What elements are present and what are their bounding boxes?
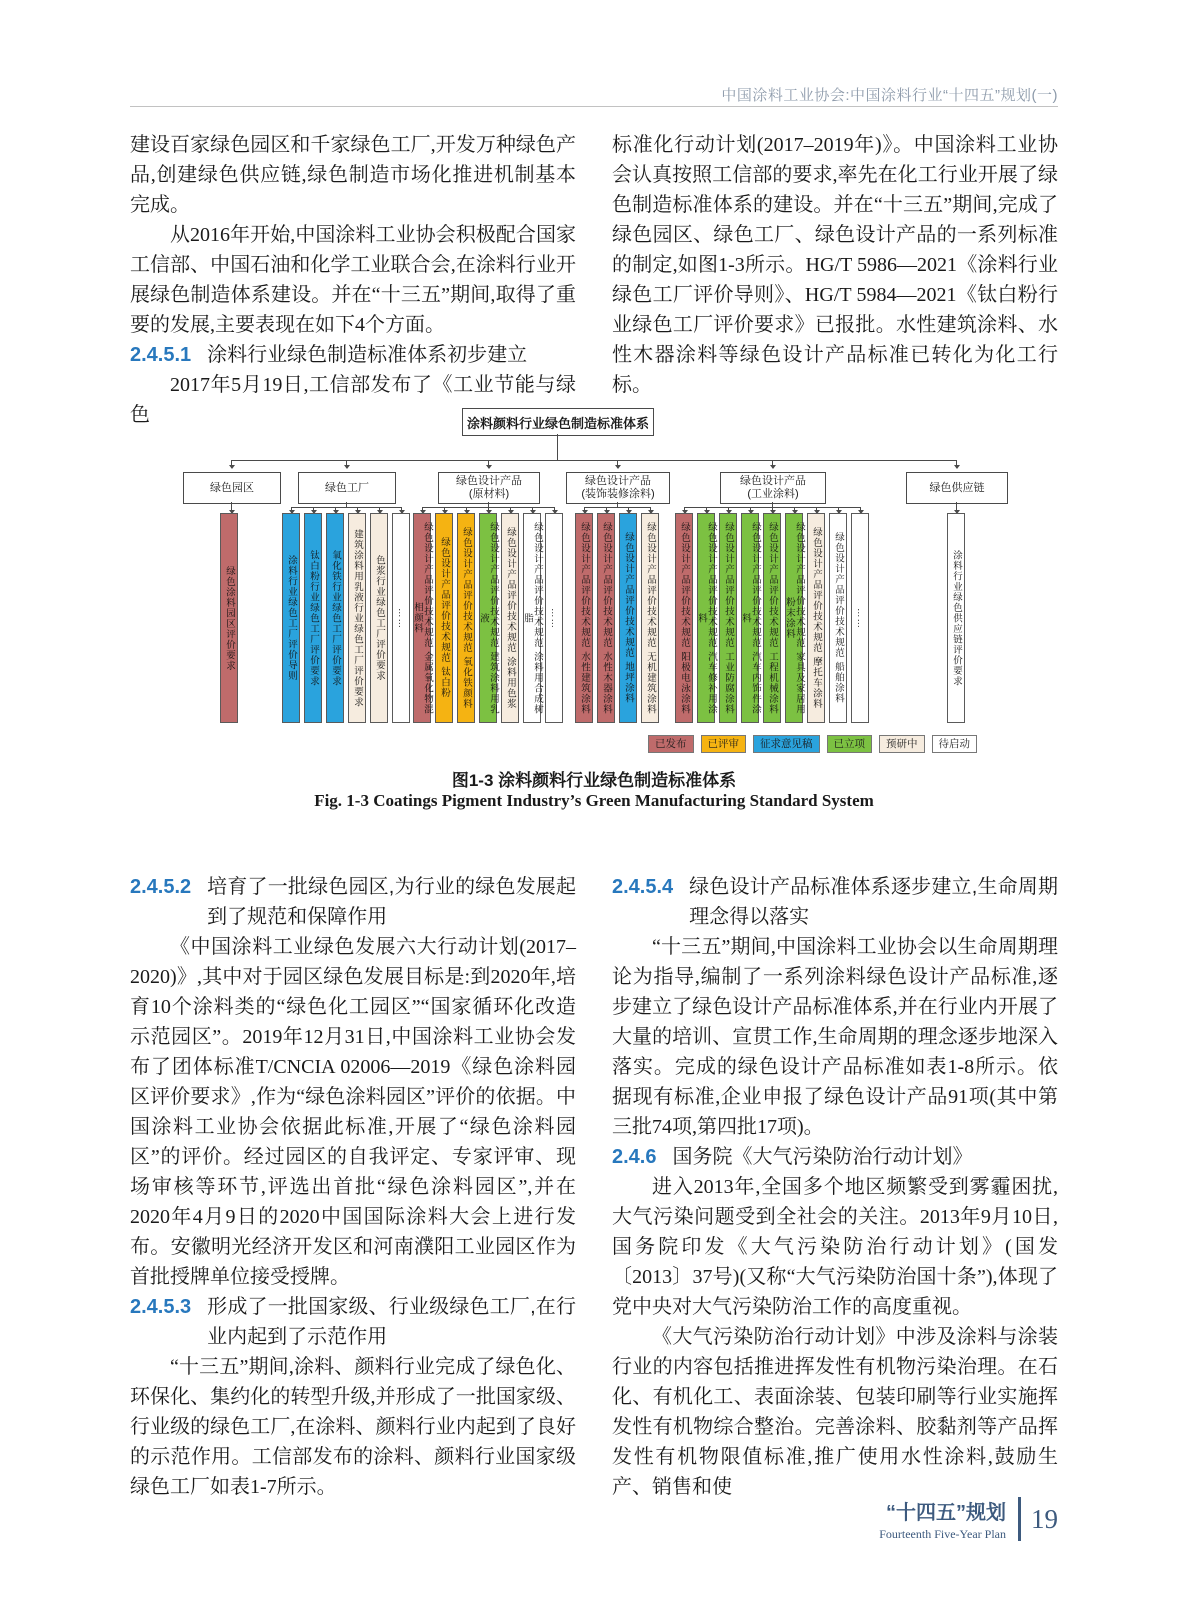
top-columns <box>130 130 1058 430</box>
standard-bar-label: 绿色设计产品评价技术规范 钛白粉 <box>439 537 450 699</box>
standard-bar-label: 绿色设计产品评价技术规范 氧化铁颜料 <box>461 526 472 710</box>
standard-bar-label: 涂料行业绿色供应链评价要求 <box>951 549 962 687</box>
section-heading <box>130 872 576 932</box>
standard-bar-label: 氧化铁行业绿色工厂评价要求 <box>330 549 341 687</box>
standard-bar-label: 绿色设计产品评价技术规范 地坪涂料 <box>623 532 634 704</box>
standard-bar <box>435 513 453 723</box>
section-heading <box>130 340 576 370</box>
standard-bar-label: 绿色设计产品评价技术规范 家具及家居用粉末涂料 <box>784 521 805 715</box>
footer-plan-en: Fourteenth Five-Year Plan <box>879 1527 1006 1541</box>
standard-bar-label: 绿色设计产品评价技术规范 汽车修补用涂料 <box>696 521 717 715</box>
group-box-label: 绿色设计产品 <box>585 475 651 487</box>
group-box <box>438 472 540 504</box>
standard-bar <box>282 513 300 723</box>
paragraph: “十三五”期间,中国涂料工业协会以生命周期理论为指导,编制了一系列涂料绿色设计产品标准,逐步建立了绿色设计产品标准体系,并在行业内开展了大量的培训、宣贯工作,生命周期的理念逐步地深入落实。完成的绿色设计产品标准如表1-8所示。依据现有标准,企业申报了绿色设计产品91项(其中第三批74项,第四批17项)。 <box>612 936 1058 1138</box>
standard-bar <box>348 513 366 723</box>
section-number: 2.4.5.2 <box>130 876 192 898</box>
section-number: 2.4.5.3 <box>130 1296 192 1318</box>
standard-bar <box>326 513 344 723</box>
diagram-connector <box>557 434 558 460</box>
legend-chip: 已评审 <box>701 735 747 753</box>
standard-bar-label: …… <box>855 607 866 629</box>
group-box-label2: (装饰装修涂料) <box>581 488 655 500</box>
standard-bar-label: 绿色设计产品评价技术规范 摩托车涂料 <box>811 526 822 710</box>
standard-bar-label: 绿色设计产品评价技术规范 工业防腐涂料 <box>723 521 734 715</box>
standard-bar <box>457 513 475 723</box>
paragraph: 《大气污染防治行动计划》中涉及涂料与涂装行业的内容包括推进挥发性有机物污染治理。在石化、有机化工、表面涂装、包装印刷等行业实施挥发性有机物综合整治。完善涂料、胶黏剂等产品挥发性有机物限值标准,推广使用水性涂料,鼓励生产、销售和使 <box>612 1326 1058 1498</box>
diagram-connector <box>617 460 618 468</box>
standard-bar-label: 色浆行业绿色工厂评价要求 <box>374 555 385 681</box>
standard-bar <box>392 513 410 723</box>
standard-bar <box>545 513 563 723</box>
diagram-connector <box>346 460 347 468</box>
standard-bar <box>597 513 615 723</box>
standard-bar <box>807 513 825 723</box>
standard-bar <box>763 513 781 723</box>
footer-divider <box>1018 1497 1021 1541</box>
paragraph: “十三五”期间,涂料、颜料行业完成了绿色化、环保化、集约化的转型升级,并形成了一批国家级、行业级的绿色工厂,在涂料、颜料行业内起到了良好的示范作用。工信部发布的涂料、颜料行业国家级绿色工厂如表1-7所示。 <box>130 1356 576 1498</box>
footer-plan-title <box>879 1496 1006 1542</box>
section-number: 2.4.6 <box>612 1146 657 1168</box>
section-heading-text: 培育了一批绿色园区,为行业的绿色发展起到了规范和保障作用 <box>207 876 576 928</box>
standard-bar-label: 绿色涂料园区评价要求 <box>224 565 235 671</box>
standard-bar <box>501 513 519 723</box>
header-rule <box>130 106 1058 107</box>
standard-bar-label: …… <box>549 607 560 629</box>
standard-bar-label: 建筑涂料用乳液行业绿色工厂评价要求 <box>352 528 363 708</box>
bottom-right-column <box>612 872 1058 1502</box>
bottom-columns <box>130 872 1058 1502</box>
section-heading <box>612 872 1058 932</box>
standard-bar <box>741 513 759 723</box>
figure-legend <box>648 735 977 753</box>
standard-bar-label: 绿色设计产品评价技术规范 船舶涂料 <box>833 532 844 704</box>
section-number: 2.4.5.4 <box>612 876 674 898</box>
standard-bar <box>220 513 238 723</box>
legend-chip: 已发布 <box>648 735 694 753</box>
diagram-connector <box>956 460 957 468</box>
diagram-connector <box>231 502 232 513</box>
section-number: 2.4.5.1 <box>130 344 192 366</box>
standard-bar <box>947 513 965 723</box>
standard-bar-label: 绿色设计产品评价技术规范 阳极电泳涂料 <box>679 521 690 715</box>
group-box-label: 绿色工厂 <box>325 481 369 494</box>
group-box-label2: (工业涂料) <box>747 488 799 500</box>
standard-bar <box>304 513 322 723</box>
footer-plan-cn: “十四五”规划 <box>886 1502 1006 1524</box>
standard-bar-label: 绿色设计产品评价技术规范 涂料用色浆 <box>505 526 516 710</box>
group-box <box>566 472 670 504</box>
figure-caption-en: Fig. 1-3 Coatings Pigment Industry’s Green Manufacturing Standard System <box>314 791 874 810</box>
standard-bar-label: 绿色设计产品评价技术规范 无机建筑涂料 <box>645 521 656 715</box>
section-heading-text: 涂料行业绿色制造标准体系初步建立 <box>207 344 528 366</box>
standard-bar <box>575 513 593 723</box>
figure-caption-cn: 图1-3 涂料颜料行业绿色制造标准体系 <box>451 771 737 790</box>
page-footer <box>879 1496 1058 1542</box>
standard-bar <box>719 513 737 723</box>
paragraph: 标准化行动计划(2017–2019年)》。中国涂料工业协会认真按照工信部的要求,率先在化工行业开展了绿色制造标准体系的建设。并在“十三五”期间,完成了绿色园区、绿色工厂、绿色设计产品的一系列标准的制定,如图1-3所示。HG/T 5986—2021《涂料行业绿色工厂评价导则》、HG/T 5984—2021《钛白粉行业绿色工厂评价要求》已报批。水性建筑涂料、水性木器涂料等绿色设计产品标准已转化为化工行标。 <box>612 134 1058 396</box>
standard-bar-label: 钛白粉行业绿色工厂评价要求 <box>308 549 319 687</box>
standard-bar <box>619 513 637 723</box>
group-box-label: 绿色园区 <box>210 481 254 494</box>
group-box <box>298 472 396 504</box>
standard-bar <box>851 513 869 723</box>
standard-bar-label: 绿色设计产品评价技术规范 建筑涂料用乳液 <box>478 521 499 715</box>
standard-bar <box>479 513 497 723</box>
page-number: 19 <box>1031 1503 1058 1534</box>
top-left-column <box>130 130 576 430</box>
standard-bar <box>641 513 659 723</box>
legend-chip: 待启动 <box>932 735 978 753</box>
section-heading-text: 形成了一批国家级、行业级绿色工厂,在行业内起到了示范作用 <box>207 1296 576 1348</box>
section-heading-text: 绿色设计产品标准体系逐步建立,生命周期理念得以落实 <box>689 876 1058 928</box>
standard-bar <box>785 513 803 723</box>
standard-bar-label: 绿色设计产品评价技术规范 汽车内饰件涂料 <box>740 521 761 715</box>
legend-chip: 预研中 <box>879 735 925 753</box>
top-right-column <box>612 130 1058 430</box>
standard-bar <box>413 513 431 723</box>
diagram-connector <box>231 460 232 468</box>
standard-bar <box>370 513 388 723</box>
paragraph: 《中国涂料工业绿色发展六大行动计划(2017–2020)》,其中对于园区绿色发展目标是:到2020年,培育10个涂料类的“绿色化工园区”“国家循环化改造示范园区”。2019年12月31日,中国涂料工业协会发布了团体标准T/CNCIA 02006—2019《绿色涂料园区评价要求》,作为“绿色涂料园区”评价的依据。中国涂料工业协会依据此标准,开展了“绿色涂料园区”的评价。经过园区的自我评定、专家评审、现场审核等环节,评选出首批“绿色涂料园区”,并在2020年4月9日的2020中国国际涂料大会上进行发布。安徽明光经济开发区和河南濮阳工业园区作为首批授牌单位接受授牌。 <box>130 936 576 1288</box>
legend-chip: 征求意见稿 <box>753 735 820 753</box>
diagram-connector <box>584 507 650 508</box>
paragraph: 建设百家绿色园区和千家绿色工厂,开发万种绿色产品,创建绿色供应链,绿色制造市场化推进机制基本完成。 <box>130 134 576 216</box>
standard-bar <box>829 513 847 723</box>
standard-bar-label: 涂料行业绿色工厂评价导则 <box>286 555 297 681</box>
diagram-connector <box>956 502 957 513</box>
section-heading <box>130 1292 576 1352</box>
group-box-label2: (原材料) <box>468 488 510 500</box>
group-box-label: 绿色供应链 <box>929 481 985 494</box>
running-header: 中国涂料工业协会:中国涂料行业“十四五”规划(一) <box>721 87 1058 104</box>
diagram-connector <box>291 507 401 508</box>
standard-bar <box>697 513 715 723</box>
diagram-connector <box>231 460 956 461</box>
standard-bar-label: …… <box>396 607 407 629</box>
paragraph: 2017年5月19日,工信部发布了《工业节能与绿色 <box>130 374 576 426</box>
group-box-label: 绿色设计产品 <box>456 475 522 487</box>
diagram-root-box: 涂料颜料行业绿色制造标准体系 <box>462 408 654 436</box>
legend-chip: 已立项 <box>827 735 873 753</box>
group-box <box>183 472 281 504</box>
group-box <box>720 472 826 504</box>
group-box-label: 绿色设计产品 <box>740 475 806 487</box>
section-heading <box>612 1142 1058 1172</box>
figure-1-3-diagram <box>130 403 1058 763</box>
paragraph: 进入2013年,全国多个地区频繁受到雾霾困扰,大气污染问题受到全社会的关注。2013年9月10日,国务院印发《大气污染防治行动计划》(国发〔2013〕37号)(又称“大气污染防治国十条”),体现了党中央对大气污染防治工作的高度重视。 <box>612 1176 1058 1318</box>
standard-bar-label: 绿色设计产品评价技术规范 金属氧化物混相颜料 <box>412 521 433 715</box>
standard-bar <box>675 513 693 723</box>
standard-bar-label: 绿色设计产品评价技术规范 水性建筑涂料 <box>579 521 590 715</box>
standard-bar-label: 绿色设计产品评价技术规范 水性木器涂料 <box>601 521 612 715</box>
standard-bar-label: 绿色设计产品评价技术规范 涂料用合成树脂 <box>522 521 543 715</box>
section-heading-text: 国务院《大气污染防治行动计划》 <box>672 1146 973 1168</box>
diagram-connector <box>772 460 773 468</box>
standard-bar <box>523 513 541 723</box>
group-box <box>906 472 1008 504</box>
standard-bar-label: 绿色设计产品评价技术规范 工程机械涂料 <box>767 521 778 715</box>
diagram-connector <box>488 460 489 468</box>
bottom-left-column <box>130 872 576 1502</box>
paragraph: 从2016年开始,中国涂料工业协会积极配合国家工信部、中国石油和化学工业联合会,在涂料行业开展绿色制造体系建设。并在“十三五”期间,取得了重要的发展,主要表现在如下4个方面。 <box>130 224 576 336</box>
